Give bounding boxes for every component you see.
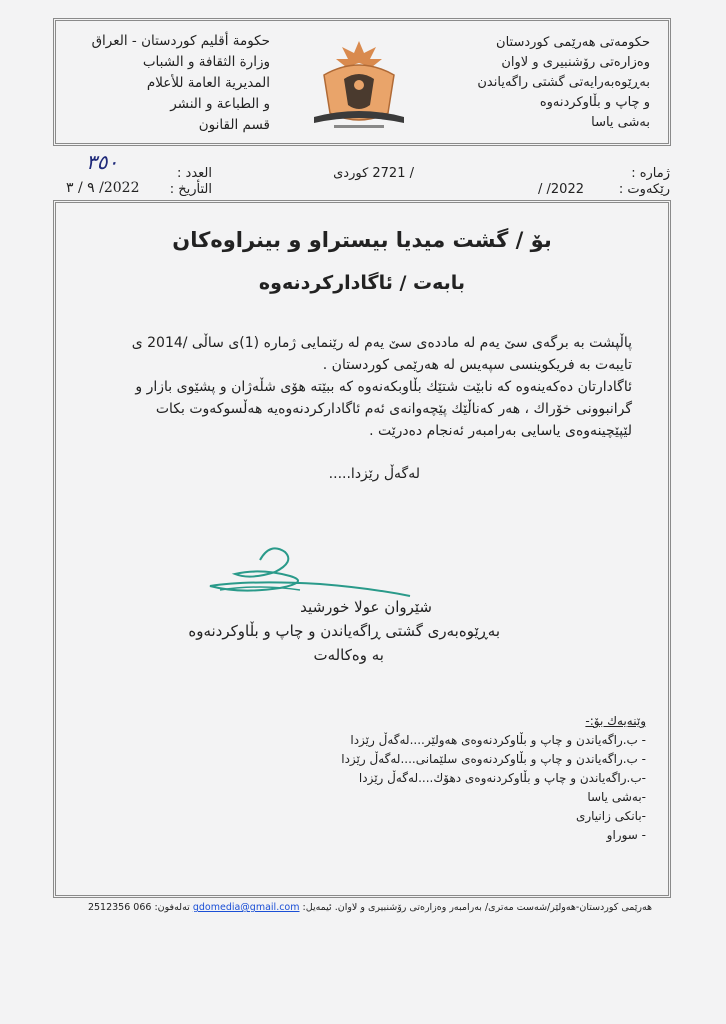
letter-recipient: بۆ / گشت میدیا بیستراو و بینراوەکان <box>172 228 552 252</box>
copy-item: - سوراو <box>606 828 646 842</box>
footer-contact <box>40 902 700 913</box>
copies-title: وێنەیەك بۆ:- <box>585 714 646 728</box>
kurdistan-emblem-logo <box>304 35 414 135</box>
copies-list <box>341 712 646 845</box>
letterhead-line: بەڕێوەبەرایەتی گشتی راگەیاندن <box>477 75 650 90</box>
footer-address: هەرێمی کوردستان-هەولێر/شەست مەتری/ بەرامبەر وەزارەتی رۆشنبیری و لاوان. ئیمەیل: <box>302 902 653 913</box>
date-label-kurdish: رێکەوت : <box>618 182 670 197</box>
copy-item: - ب.راگەیاندن و چاپ و بڵاوکردنەوەی سلێمانی....لەگەڵ رێزدا <box>341 752 646 766</box>
copy-item: -ب.راگەیاندن و چاپ و بڵاوکردنەوەی دهۆك....لەگەڵ رێزدا <box>358 771 646 785</box>
kurdish-calendar-year: / 2721 کوردی <box>333 166 414 181</box>
footer-phone-label: تەلەفون: <box>154 902 190 913</box>
letterhead-line: و چاپ و بڵاوکردنەوە <box>539 95 650 110</box>
body-line: ئاگادارتان دەکەینەوە کە نابێت شتێك بڵاوبکەنەوە کە ببێتە هۆی شڵەژان و پشێوی بازار و <box>135 379 632 395</box>
signatory-title: بەڕێوەبەری گشتی ڕاگەیاندن و چاپ و بڵاوکردنەوە <box>188 622 500 640</box>
number-label-arabic: العدد : <box>177 166 212 181</box>
handwritten-number: ٣٥٠ <box>86 150 119 174</box>
copy-item: -بەشی یاسا <box>587 790 646 804</box>
footer-phone: 066 2512356 <box>87 902 152 913</box>
copy-item: -بانکی زانیاری <box>575 809 646 823</box>
letter-subject: بابەت / ئاگادارکردنەوە <box>258 272 466 294</box>
date-label-arabic: التأريخ : <box>169 182 212 197</box>
signatory-role: بە وەکالەت <box>313 646 384 664</box>
letterhead-line: وەزارەتی رۆشنبیری و لاوان <box>501 55 650 70</box>
copy-item: - ب.راگەیاندن و چاپ و بڵاوکردنەوەی هەولێر....لەگەڵ رێزدا <box>350 733 646 747</box>
letterhead-arabic <box>70 31 270 136</box>
body-line: تایبەت بە فریکوینسی سپەیس لە هەرێمی کوردستان . <box>322 357 632 373</box>
letterhead-line: و الطباعة و النشر <box>170 96 270 112</box>
handwritten-date: ٩ / ٣ /2022 <box>66 180 140 196</box>
body-line: لێپێچینەوەی یاسایی بەرامبەر ئەنجام دەدرێت . <box>369 423 632 439</box>
letterhead-line: المديرية العامة للأعلام <box>146 75 270 91</box>
footer-email-link[interactable]: gdomedia@gmail.com <box>192 902 300 913</box>
body-line: پاڵپشت بە برگەی سێ یەم لە ماددەی سێ یەم لە رێنمایی ژمارە (1)ی ساڵی /2014 ی <box>131 335 632 351</box>
number-label-kurdish: ژمارە : <box>631 166 670 181</box>
letterhead-kurdish <box>420 33 650 133</box>
closing-regards: لەگەڵ رێزدا..... <box>328 466 420 482</box>
letterhead-line: بەشی یاسا <box>591 115 650 130</box>
letterhead-line: وزارة الثقافة و الشباب <box>142 54 270 70</box>
body-line: گرانبوونی خۆراك ، هەر کەناڵێك پێچەوانەی ئەم ئاگادارکردنەوەیە هەڵسوکەوت بکات <box>155 401 632 417</box>
letterhead-line: حكومة أقليم كوردستان - العراق <box>91 33 270 49</box>
letterhead-line: قسم القانون <box>198 117 270 133</box>
date-value-kurdish: 2022/ / <box>538 182 584 197</box>
signatory-name: شێروان عولا خورشید <box>300 598 432 616</box>
letterhead-line: حکومەتی هەرێمی کوردستان <box>496 35 650 50</box>
letterhead <box>53 18 671 146</box>
letter-body <box>92 332 632 442</box>
